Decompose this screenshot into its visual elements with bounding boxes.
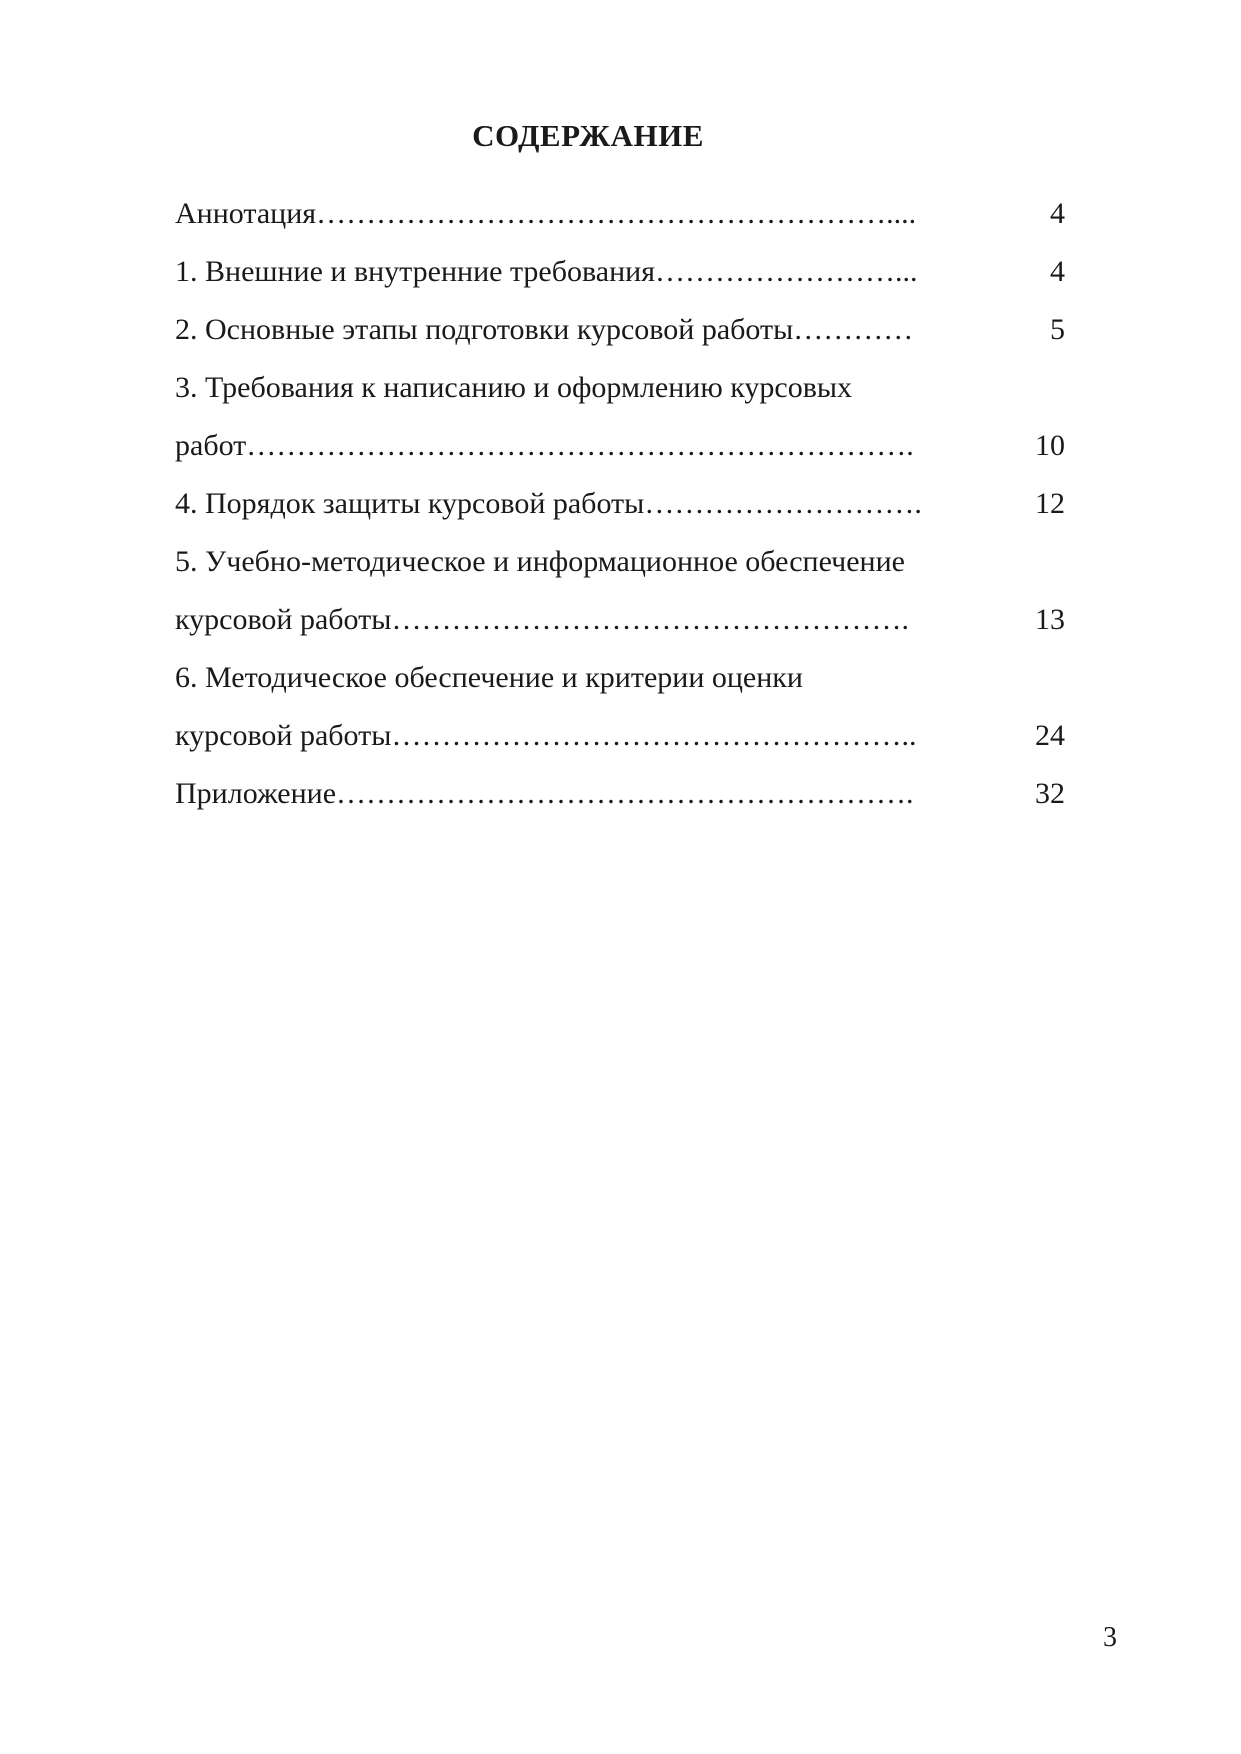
toc-entry-6-line1[interactable]	[175, 649, 1065, 707]
toc-page-number: 13	[1035, 603, 1065, 636]
toc-entry-label: курсовой работы	[175, 603, 392, 636]
toc-leader-dots: ……………………….	[644, 487, 922, 520]
toc-entry-label: Приложение	[175, 777, 337, 810]
toc-page-number: 10	[1035, 429, 1065, 462]
toc-entry-4[interactable]	[175, 475, 1065, 533]
toc-entry-label: курсовой работы	[175, 719, 392, 752]
toc-page-number: 12	[1035, 487, 1065, 520]
toc-entry-label: работ	[175, 429, 247, 462]
toc-entry-5-line2[interactable]	[175, 591, 1065, 649]
toc-entry-label: 1. Внешние и внутренние требования	[175, 255, 655, 288]
toc-leader-dots: ……………………...	[655, 255, 918, 288]
toc-leader-dots: ………………………………………………….	[336, 777, 914, 810]
toc-entry-label: 3. Требования к написанию и оформлению курсовых	[175, 371, 853, 404]
toc-leader-dots: …………………………………………….	[391, 603, 909, 636]
toc-page-number: 4	[1050, 255, 1065, 288]
toc-page-number: 24	[1035, 719, 1065, 752]
toc-entry-label: 6. Методическое обеспечение и критерии оценки	[175, 661, 803, 694]
page-number: 3	[1103, 1622, 1117, 1653]
toc-entry-label: Аннотация	[175, 197, 317, 230]
toc-page-number: 32	[1035, 777, 1065, 810]
toc-entry-6-line2[interactable]	[175, 707, 1065, 765]
toc-entry-1[interactable]	[175, 243, 1065, 301]
toc-page-number: 4	[1050, 197, 1065, 230]
toc-entry-5-line1[interactable]	[175, 533, 1065, 591]
page-title: СОДЕРЖАНИЕ	[472, 118, 704, 153]
toc-entry-label: 5. Учебно-методическое и информационное обеспечение	[175, 545, 905, 578]
toc-entry-2[interactable]	[175, 301, 1065, 359]
toc-entry-3-line1[interactable]	[175, 359, 1065, 417]
toc-entry-label: 2. Основные этапы подготовки курсовой работы	[175, 313, 794, 346]
toc-leader-dots: ……………………………………………..	[391, 719, 917, 752]
toc-entry-label: 4. Порядок защиты курсовой работы	[175, 487, 645, 520]
table-of-contents	[175, 185, 1065, 823]
toc-leader-dots: …………	[793, 313, 914, 346]
toc-entry-appendix[interactable]	[175, 765, 1065, 823]
toc-page-number: 5	[1050, 313, 1065, 346]
toc-leader-dots: …………………………………………………....	[316, 197, 917, 230]
toc-leader-dots: ………………………………………………………….	[246, 429, 914, 462]
toc-entry-3-line2[interactable]	[175, 417, 1065, 475]
toc-entry-annotation[interactable]	[175, 185, 1065, 243]
